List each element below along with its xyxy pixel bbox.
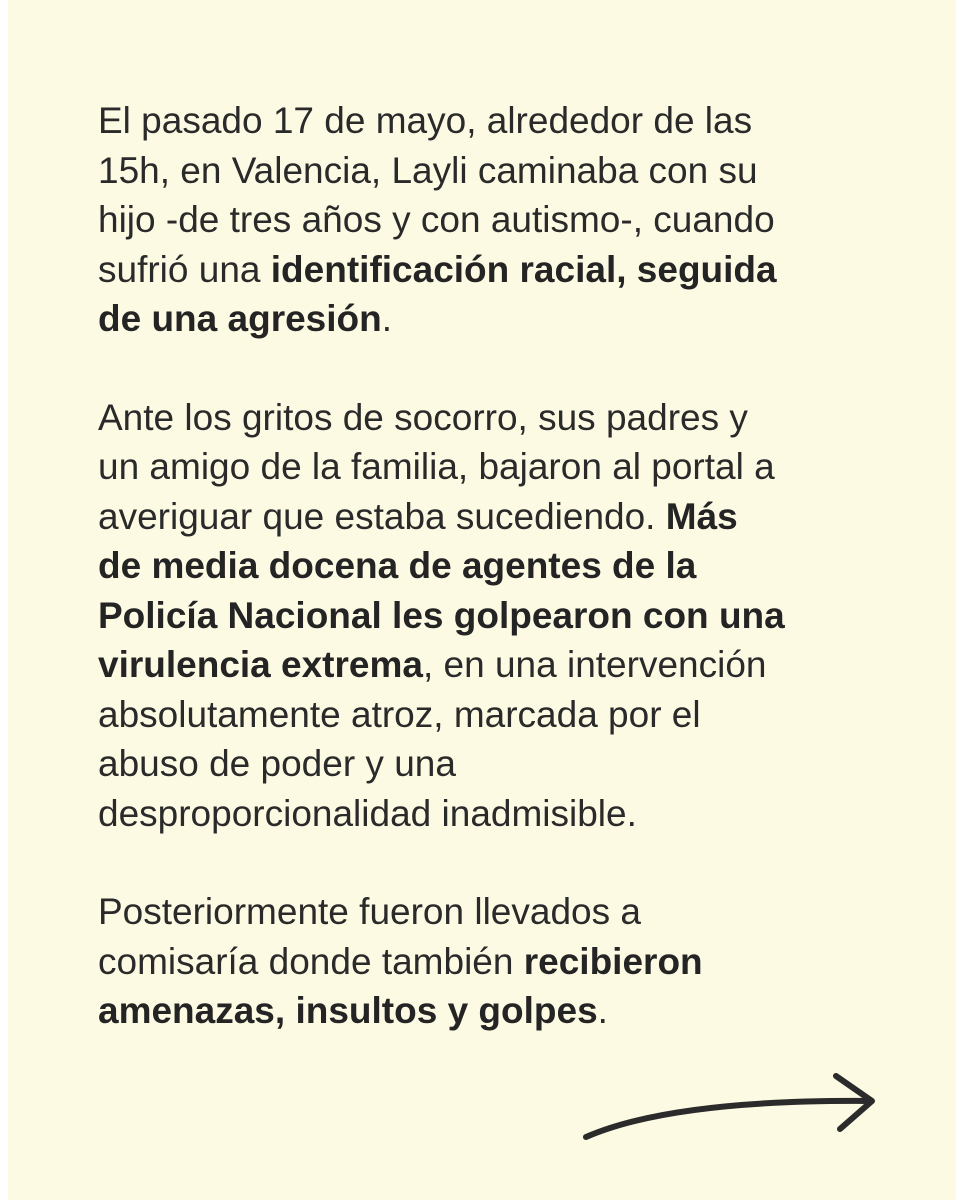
text-line	[98, 541, 898, 591]
bold-text: virulencia extrema	[98, 644, 423, 685]
paragraph-2	[98, 393, 898, 839]
text-segment: Ante los gritos de socorro, sus padres y	[98, 396, 748, 438]
text-line	[98, 492, 898, 542]
text-segment: comisaría donde también	[98, 940, 524, 982]
bold-text: Policía Nacional les golpearon con una	[98, 594, 785, 636]
arrow-right-icon	[578, 1060, 888, 1150]
text-segment: Posteriormente fueron llevados a	[98, 891, 641, 932]
text-line	[98, 887, 898, 937]
text-segment: sufrió una	[98, 248, 271, 290]
bold-text: recibieron	[523, 940, 703, 982]
text-line	[98, 739, 898, 789]
text-line	[98, 591, 898, 641]
text-segment: .	[381, 298, 393, 339]
bold-text: de media docena de agentes de la	[98, 545, 697, 586]
body-text	[98, 96, 898, 1036]
text-line	[98, 146, 898, 196]
text-line	[98, 195, 898, 245]
bold-text: identificación racial, seguida	[270, 248, 777, 290]
bold-text: amenazas, insultos y golpes	[98, 990, 598, 1031]
text-line	[98, 937, 898, 987]
text-line	[98, 294, 898, 344]
paragraph-3	[98, 887, 898, 1036]
post-card	[8, 0, 956, 1200]
text-segment: desproporcionalidad inadmisible.	[98, 792, 637, 834]
text-line	[98, 393, 898, 443]
text-segment: .	[597, 990, 608, 1031]
text-line	[98, 442, 898, 492]
bold-text: de una agresión	[98, 298, 382, 339]
text-line	[98, 245, 898, 295]
text-line	[98, 640, 898, 690]
text-segment: El pasado 17 de mayo, alrededor de las	[98, 100, 753, 141]
text-segment: 15h, en Valencia, Layli caminaba con su	[98, 149, 758, 191]
text-segment: un amigo de la familia, bajaron al portal a	[98, 446, 775, 487]
text-segment: , en una intervención	[422, 644, 767, 685]
text-line	[98, 986, 898, 1036]
text-line	[98, 96, 898, 146]
text-line	[98, 789, 898, 839]
text-line	[98, 690, 898, 740]
text-segment: absolutamente atroz, marcada por el	[98, 693, 701, 735]
paragraph-1	[98, 96, 898, 344]
bold-text: Más	[665, 495, 738, 537]
text-segment: averiguar que estaba sucediendo.	[98, 495, 666, 537]
text-segment: hijo -de tres años y con autismo-, cuando	[98, 199, 775, 240]
text-segment: abuso de poder y una	[98, 743, 456, 784]
